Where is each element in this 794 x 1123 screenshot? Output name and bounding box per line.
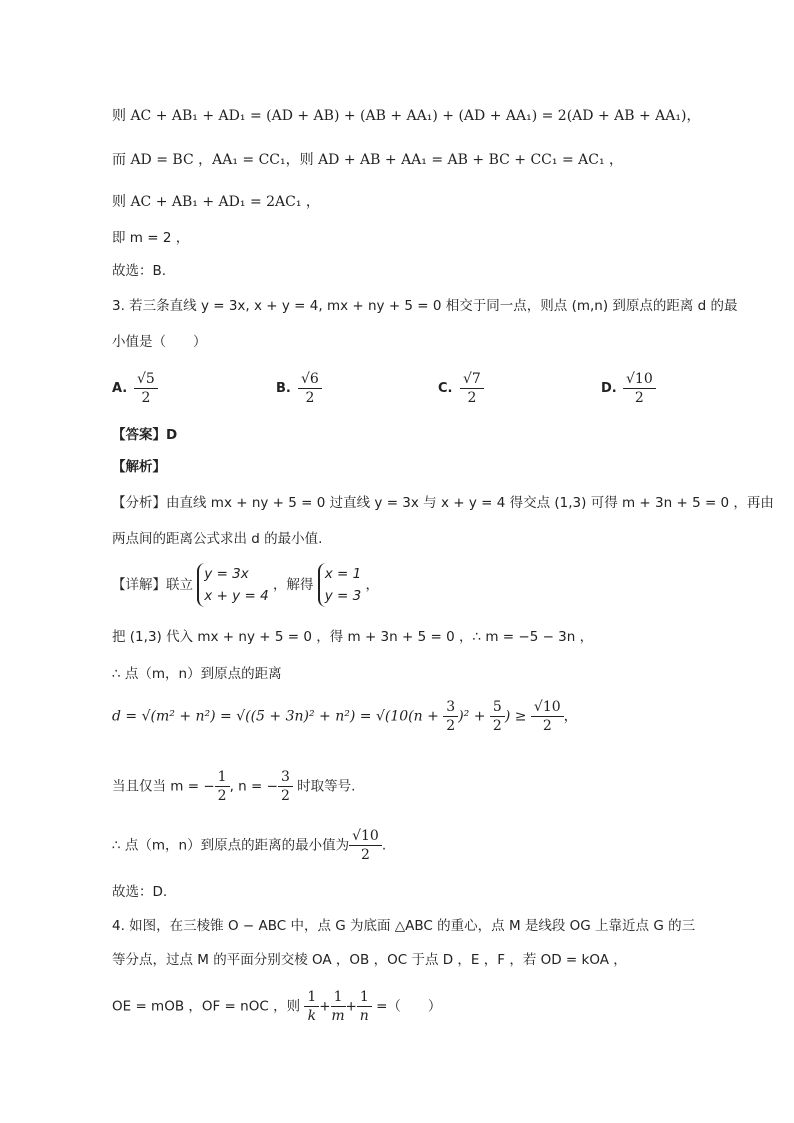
punctuation: ，: [563, 708, 578, 725]
fraction-denominator: m: [331, 1008, 345, 1024]
fraction-denominator: 2: [542, 718, 552, 734]
q4-stem-line-3: [112, 988, 441, 1025]
fraction-1-over-k: [304, 988, 319, 1025]
fraction: [531, 698, 564, 735]
fraction-denominator: 2: [467, 390, 477, 406]
distance-formula-line: [112, 698, 578, 735]
fraction-denominator: 2: [492, 718, 502, 734]
substitution-line: 把 (1,3) 代入 mx + ny + 5 = 0 ，得 m + 3n + 5 = 0 ，∴ m = −5 − 3n ，: [112, 629, 594, 645]
solution-line-3: 则 AC + AB₁ + AD₁ = 2AC₁ ，: [112, 194, 320, 210]
equation-system-1: [197, 563, 268, 607]
fraction-denominator: 2: [217, 788, 227, 804]
fraction-1-over-n: [357, 988, 372, 1025]
distance-intro-line: ∴ 点（m，n）到原点的距离: [112, 666, 282, 682]
fraction-denominator: n: [359, 1008, 369, 1024]
formula-part: ) ≥: [504, 708, 531, 725]
condition-part: 当且仅当 m = −: [112, 778, 215, 795]
answer-choice-prev: 故选：B.: [112, 263, 167, 279]
solution-line-2: 而 AD = BC ，AA₁ = CC₁，则 AD + AB + AA₁ = AB + BC + CC₁ = AC₁ ，: [112, 152, 624, 168]
option-label: B.: [276, 381, 291, 396]
fraction-numerator: 3: [443, 698, 458, 717]
fraction-denominator: 2: [280, 788, 290, 804]
plus-sign: +: [345, 998, 357, 1015]
conclusion-text: ∴ 点（m，n）到原点的距离的最小值为: [112, 837, 350, 854]
q3-option-a: [112, 370, 158, 407]
fraction-numerator: √5: [134, 370, 158, 389]
fraction-numerator: √10: [623, 370, 656, 389]
solution-y: y = 3: [324, 588, 362, 604]
detail-prefix: 【详解】联立: [112, 577, 193, 593]
option-fraction: [623, 370, 656, 407]
analysis-heading: 【解析】: [112, 459, 166, 475]
answer-choice-q3: 故选：D.: [112, 884, 168, 900]
punctuation: .: [381, 837, 387, 854]
option-label: C.: [438, 381, 453, 396]
stem-part: OE = mOB ，OF = nOC ，则: [112, 998, 301, 1015]
q3-stem-line-2: 小值是（ ）: [112, 334, 207, 350]
system-eq-2: x + y = 4: [204, 588, 269, 604]
fraction: [349, 827, 382, 864]
analysis-line-2: 两点间的距离公式求出 d 的最小值.: [112, 531, 323, 547]
fraction-denominator: 2: [361, 847, 370, 863]
solution-x: x = 1: [324, 566, 362, 582]
q3-option-b: [276, 370, 322, 407]
formula-part: )² +: [458, 708, 490, 725]
fraction-numerator: 1: [331, 988, 346, 1007]
min-value-line: [112, 827, 386, 864]
q3-stem-line-1: 3. 若三条直线 y = 3x, x + y = 4, mx + ny + 5 = 0 相交于同一点，则点 (m,n) 到原点的距离 d 的最: [112, 298, 738, 314]
fraction-numerator: 3: [278, 768, 293, 787]
equation-system-2: [318, 563, 361, 607]
fraction: [443, 698, 458, 735]
solution-line-4: 即 m = 2 ，: [112, 230, 190, 246]
q3-option-d: [601, 370, 656, 407]
fraction: [215, 768, 230, 805]
fraction-numerator: 5: [490, 698, 505, 717]
answer-line: 【答案】D: [112, 427, 178, 443]
fraction-denominator: k: [307, 1008, 317, 1024]
fraction-numerator: √10: [349, 827, 382, 846]
option-label: A.: [112, 381, 128, 396]
fraction-numerator: 1: [215, 768, 230, 787]
fraction-denominator: 2: [634, 390, 644, 406]
q4-stem-line-1: 4. 如图，在三棱锥 O − ABC 中，点 G 为底面 △ABC 的重心，点 M 是线段 OG 上靠近点 G 的三: [112, 918, 696, 934]
fraction-numerator: √10: [531, 698, 564, 717]
option-fraction: [134, 370, 158, 407]
detail-line: [112, 563, 379, 607]
option-fraction: [460, 370, 484, 407]
fraction-numerator: 1: [357, 988, 372, 1007]
equality-condition-line: [112, 768, 355, 805]
fraction-numerator: √6: [298, 370, 322, 389]
system-eq-1: y = 3x: [204, 566, 249, 582]
condition-part: 时取等号.: [292, 778, 356, 795]
formula-part: d = √(m² + n²) = √((5 + 3n)² + n²) = √(10(n +: [112, 708, 444, 725]
solve-word: ，解得: [272, 577, 314, 593]
stem-part: =（ ）: [376, 998, 442, 1015]
fraction-numerator: √7: [460, 370, 484, 389]
fraction-denominator: 2: [305, 390, 315, 406]
fraction-1-over-m: [331, 988, 346, 1025]
condition-part: , n = −: [229, 778, 278, 795]
punctuation: ，: [365, 577, 380, 593]
option-label: D.: [601, 381, 617, 396]
fraction-numerator: 1: [304, 988, 319, 1007]
plus-sign: +: [319, 998, 331, 1015]
fraction-denominator: 2: [141, 390, 151, 406]
analysis-line-1: 【分析】由直线 mx + ny + 5 = 0 过直线 y = 3x 与 x + y = 4 得交点 (1,3) 可得 m + 3n + 5 = 0 ，再由: [112, 495, 774, 511]
fraction: [490, 698, 505, 735]
option-fraction: [298, 370, 322, 407]
fraction: [278, 768, 293, 805]
solution-line-1: 则 AC + AB₁ + AD₁ = (AD + AB) + (AB + AA₁) + (AD + AA₁) = 2(AD + AB + AA₁)，: [112, 108, 701, 124]
fraction-denominator: 2: [446, 718, 456, 734]
q4-stem-line-2: 等分点，过点 M 的平面分别交棱 OA ，OB ，OC 于点 D ，E ，F ，若 OD = kOA ，: [112, 952, 627, 968]
q3-option-c: [438, 370, 484, 407]
